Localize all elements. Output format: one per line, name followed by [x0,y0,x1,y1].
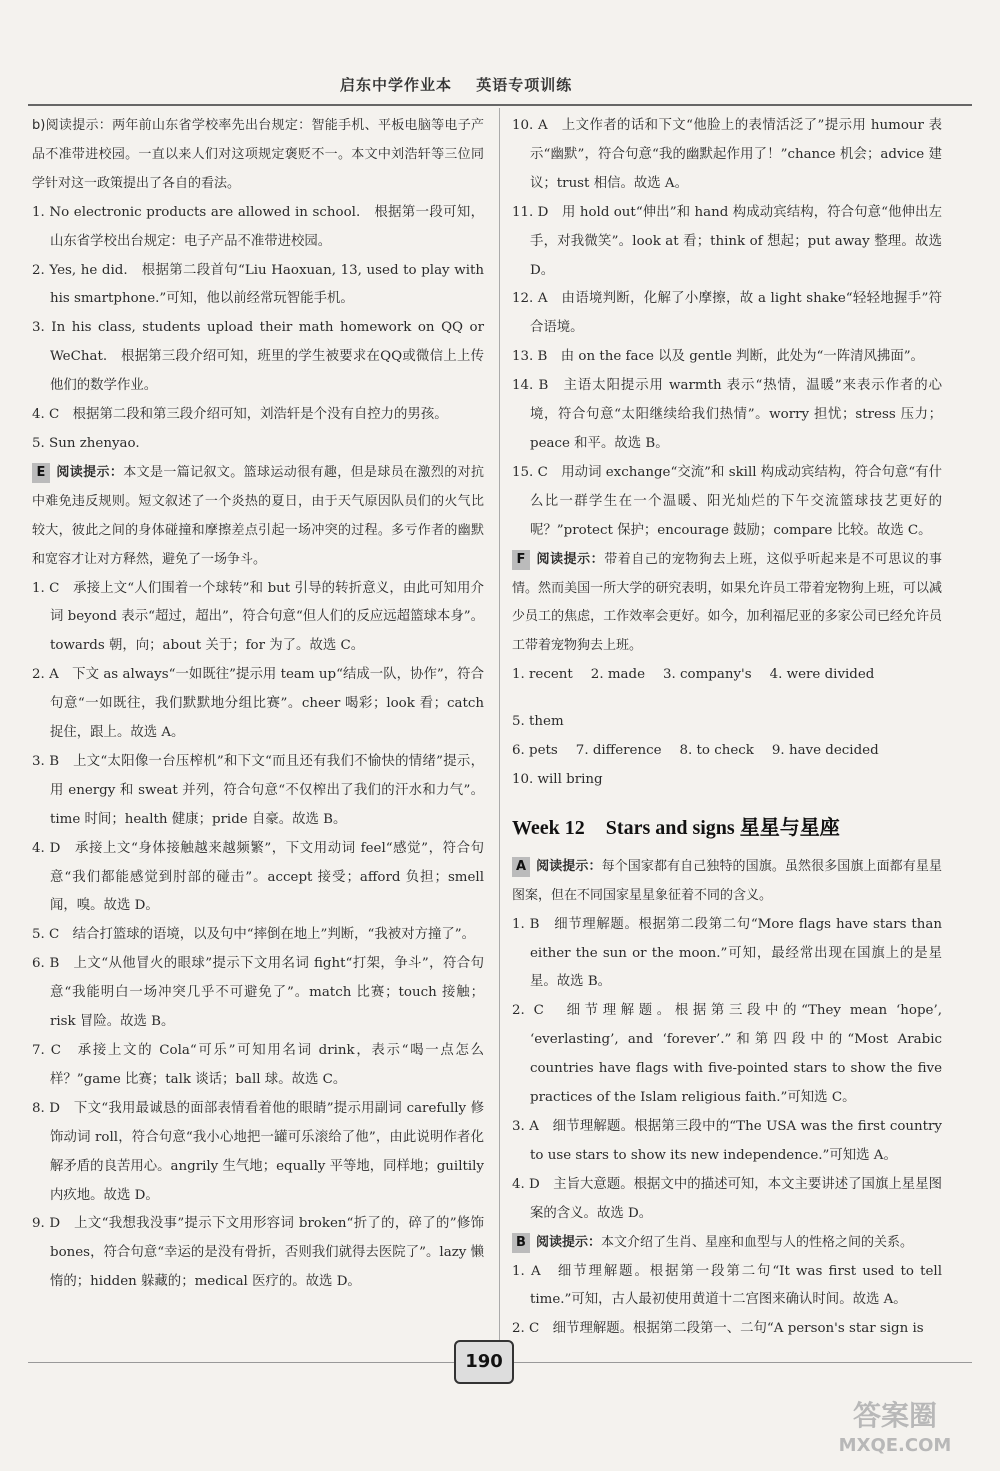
right-top-answers [512,112,942,661]
fill-answer: 4. were divided [769,667,875,683]
answer-item: 7. C 承接上文的 Cola“可乐”可知用名词 drink，表示“喝一点怎么样？”game 比赛；talk 谈话；ball 球。故选 C。 [32,1043,484,1087]
f-answers-row-1 [512,661,942,737]
f-answers-row-3 [512,766,942,795]
answer-item: 14. B 主语太阳提示用 warmth 表示“热情，温暖”来表示作者的心境，符合句意“太阳继续给我们热情”。worry 担忧；stress 压力；peace 和平。故选 B。 [512,378,942,451]
answer-item: 8. D 下文“我用最诚恳的面部表情看着他的眼睛”提示用副词 carefully 修饰动词 roll，符合句意“我小心地把一罐可乐滚给了他”，由此说明作者化解矛盾的良苦用心。angrily 生气地；equally 平等地，同样地；guiltily 内疚地。故选 D。 [32,1100,484,1203]
tip-text: 每个国家都有自己独特的国旗。虽然很多国旗上面都有星星图案，但在不同国家星星象征着不同的含义。 [512,858,942,903]
fill-answer: 1. recent [512,667,573,683]
answer-item: 1. C 承接上文“人们围着一个球转”和 but 引导的转折意义，由此可知用介词 beyond 表示“超过，超出”，符合句意“但人们的反应远超篮球本身”。towards 朝，向；about 关于；for 为了。故选 C。 [32,580,484,654]
answer-item: 3. A 细节理解题。根据第三段中的“The USA was the first country to use stars to show its new independence.”可知选 A。 [512,1119,942,1163]
page-number: 190 [454,1340,514,1384]
answer-item: 2. A 下文 as always“一如既往”提示用 team up“结成一队，协作”，符合句意“一如既往，我们默默地分组比赛”。cheer 喝彩；look 看；catch 捉住，跟上。故选 A。 [32,667,484,741]
answer-item: 11. D 用 hold out“伸出”和 hand 构成动宾结构，符合句意“他伸出左手，对我微笑”。look at 看；think of 想起；put away 整理。故选 D。 [512,204,942,278]
week-heading [512,813,942,843]
tip-text: 本文介绍了生肖、星座和血型与人的性格之间的关系。 [601,1234,914,1250]
fill-answer: 3. company's [663,667,752,683]
left-column [32,112,484,1297]
answer-item: 1. B 细节理解题。根据第二段第二句“More flags have stars than either the sun or the moon.”可知，最经常出现在国旗上的是星星。故选 B。 [512,916,942,990]
right-column [512,112,942,1344]
tip-heading: 阅读提示： [56,464,124,480]
watermark [800,1398,990,1468]
answer-item: 1. A 细节理解题。根据第一段第二句“It was first used to tell time.”可知，古人最初使用黄道十二宫图来确认时间。故选 A。 [512,1263,942,1308]
watermark-top: 答案圈 [852,1399,937,1432]
fill-answer: 10. will bring [512,771,603,787]
answer-item: 4. C 根据第二段和第三段介绍可知，刘浩轩是个没有自控力的男孩。 [32,407,448,423]
answer-item: 1. No electronic products are allowed in school. 根据第一段可知，山东省学校出台规定：电子产品不准带进校园。 [32,204,484,249]
fill-answer: 6. pets [512,743,558,759]
section-tip [512,1229,942,1258]
page-header [340,74,700,95]
column-divider [499,108,500,1358]
tip-text: 带着自己的宠物狗去上班，这似乎听起来是不可思议的事情。然而美国一所大学的研究表明，如果允许员工带着宠物狗上班，可以减少员工的焦虑，工作效率会更好。如今，加利福尼亚的多家公司已经允许员工带着宠物狗去上班。 [512,551,942,654]
answer-item: 15. C 用动词 exchange“交流”和 skill 构成动宾结构，符合句意“有什么比一群学生在一个温暖、阳光灿烂的下午交流篮球技艺更好的呢？”protect 保护；encourage 鼓励；compare 比较。故选 C。 [512,464,942,538]
section-tip [512,853,942,911]
week-number: Week 12 [512,816,585,839]
right-bottom-answers [512,853,942,1344]
fill-answer: 9. have decided [771,743,879,759]
book-title: 启东中学作业本 [340,76,453,94]
book-subtitle: 英语专项训练 [476,76,573,94]
answer-item: 2. Yes, he did. 根据第二段首句“Liu Haoxuan, 13, used to play with his smartphone.”可知，他以前经常玩智能手机。 [32,262,484,307]
section-tip [512,546,942,662]
answer-item: 9. D 上文“我想我没事”提示下文用形容词 broken“折了的，碎了的”修饰 bones，符合句意“幸运的是没有骨折，否则我们就得去医院了”。lazy 懒惰的；hidden 躲藏的；medical 医疗的。故选 D。 [32,1216,484,1290]
section-label: F [512,550,530,570]
tip-heading: 阅读提示： [536,858,602,874]
f-answers-row-2 [512,737,942,766]
header-rule [28,104,972,106]
tip-heading: 阅读提示： [536,551,605,567]
answer-item: 12. A 由语境判断，化解了小摩擦，故 a light shake“轻轻地握手”符合语境。 [512,291,942,336]
answer-item: 10. A 上文作者的话和下文“他脸上的表情活泛了”提示用 humour 表示“幽默”，符合句意“我的幽默起作用了！”chance 机会；advice 建议；trust 相信。故选 A。 [512,118,942,191]
answer-item: 5. C 结合打篮球的语境，以及句中“摔倒在地上”判断，“我被对方撞了”。 [32,927,475,943]
section-label: A [512,857,530,877]
section-label: E [32,463,50,483]
answer-item: 5. Sun zhenyao. [32,435,140,451]
reading-tip: b)阅读提示：两年前山东省学校率先出台规定：智能手机、平板电脑等电子产品不准带进校园。一直以来人们对这项规定褒贬不一。本文中刘浩轩等三位同学针对这一政策提出了各自的看法。 [32,118,484,191]
fill-answer: 5. them [512,714,564,730]
watermark-bottom: MXQE.COM [838,1435,952,1456]
answer-item: 4. D 承接上文“身体接触越来越频繁”，下文用动词 feel“感觉”，符合句意“我们都能感觉到肘部的碰击”。accept 接受；afford 负担；smell 闻，嗅。故选 D。 [32,840,484,914]
answer-item: 2. C 细节理解题。根据第二段第一、二句“A person's star sign is [512,1321,924,1337]
answer-item: 2. C 细节理解题。根据第三段中的“They mean ‘hope’, ‘everlasting’, and ‘forever’.”和第四段中的“Most Arabic countries have flags with five-pointed stars to show the five practices of the Islam religious faith.”可知选 C。 [512,1003,942,1106]
answer-item: 13. B 由 on the face 以及 gentle 判断，此处为“一阵清风拂面”。 [512,349,924,365]
answer-item: 4. D 主旨大意题。根据文中的描述可知，本文主要讲述了国旗上星星图案的含义。故选 D。 [512,1176,942,1221]
tip-heading: 阅读提示： [536,1234,602,1250]
fill-answer: 8. to check [679,743,754,759]
week-title: Stars and signs 星星与星座 [605,816,840,839]
answer-item: 6. B 上文“从他冒火的眼球”提示下文用名词 fight“打架，争斗”，符合句意“我能明白一场冲突几乎不可避免了”。match 比赛；touch 接触；risk 冒险。故选 B。 [32,956,484,1030]
answer-item: 3. B 上文“太阳像一台压榨机”和下文“而且还有我们不愉快的情绪”提示，用 energy 和 sweat 并列，符合句意“不仅榨出了我们的汗水和力气”。time 时间；health 健康；pride 自豪。故选 B。 [32,753,484,827]
tip-text: 本文是一篇记叙文。篮球运动很有趣，但是球员在激烈的对抗中难免违反规则。短文叙述了一个炎热的夏日，由于天气原因队员们的火气比较大，彼此之间的身体碰撞和摩擦差点引起一场冲突的过程。多亏作者的幽默和宽容才让对方释然，避免了一场争斗。 [32,464,484,567]
fill-answer: 2. made [590,667,646,683]
section-label: B [512,1233,530,1253]
section-tip [32,459,484,575]
fill-answer: 7. difference [575,743,662,759]
answer-item: 3. In his class, students upload their math homework on QQ or WeChat. 根据第三段介绍可知，班里的学生被要求在QQ或微信上上传他们的数学作业。 [32,320,484,394]
